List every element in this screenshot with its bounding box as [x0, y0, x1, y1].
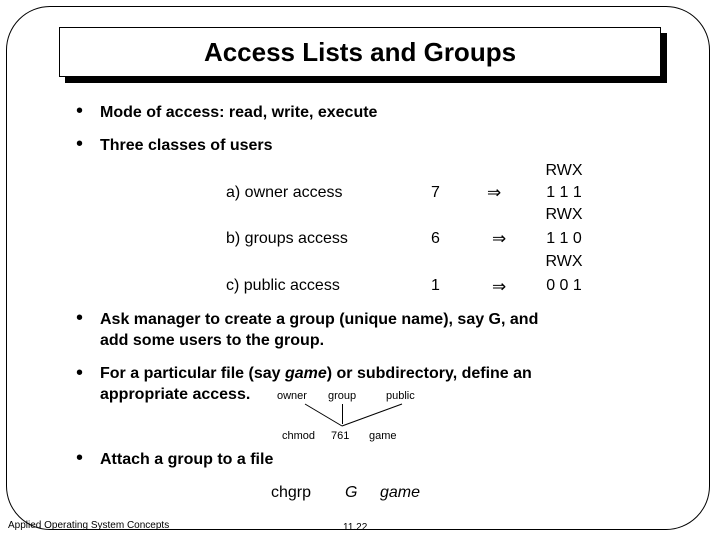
bullet-mode-text: Mode of access: read, write, execute: [100, 104, 378, 121]
chmod-command: chmod: [282, 430, 316, 442]
chgrp-command: chgrp: [271, 484, 312, 501]
rwx-bits-owner: 1 1 1: [546, 184, 582, 201]
bullet-classes-text: Three classes of users: [100, 137, 273, 154]
file-text-emphasis: game: [284, 365, 327, 382]
chmod-owner-label: owner: [277, 390, 307, 402]
bullet-dot: •: [76, 362, 84, 384]
implies-arrow-icon: ⇒: [492, 229, 507, 249]
rwx-header-groups: RWX: [545, 206, 583, 223]
chgrp-group: G: [345, 484, 358, 501]
chmod-file: game: [369, 430, 397, 442]
slide-title: Access Lists and Groups: [203, 36, 517, 67]
bullet-dot: •: [76, 100, 84, 122]
file-text-pre: For a particular file (say: [100, 365, 285, 382]
rwx-header-public: RWX: [545, 253, 583, 270]
rwx-bits-public: 0 0 1: [546, 277, 582, 294]
bullet-dot: •: [76, 133, 84, 155]
chmod-leader-lines: [290, 402, 410, 428]
chmod-public-label: public: [386, 390, 415, 402]
bullet-file-line2: appropriate access.: [100, 386, 251, 403]
access-value-public: 1: [431, 277, 440, 294]
access-value-owner: 7: [431, 184, 440, 201]
rwx-bits-groups: 1 1 0: [546, 230, 582, 247]
bullet-file-line1: [100, 365, 532, 383]
chmod-group-label: group: [328, 390, 357, 402]
bullet-ask-line2: add some users to the group.: [100, 332, 325, 349]
access-label-owner: a) owner access: [226, 184, 343, 201]
chgrp-file: game: [380, 484, 421, 501]
footer-course-title: Applied Operating System Concepts: [8, 520, 170, 531]
bullet-dot: •: [76, 307, 84, 329]
rwx-header-owner: RWX: [545, 162, 583, 179]
access-value-groups: 6: [431, 230, 440, 247]
file-text-post: ) or subdirectory, define an: [326, 365, 532, 382]
implies-arrow-icon: ⇒: [492, 277, 507, 297]
access-label-groups: b) groups access: [226, 230, 348, 247]
bullet-ask-line1: Ask manager to create a group (unique name), say G, and: [100, 311, 539, 328]
bullet-attach-text: Attach a group to a file: [100, 451, 274, 468]
title-box: [59, 27, 661, 77]
footer-slide-number: 11.22: [343, 522, 368, 533]
bullet-dot: •: [76, 447, 84, 469]
chmod-number: 761: [331, 430, 350, 442]
implies-arrow-icon: ⇒: [487, 183, 502, 203]
access-label-public: c) public access: [226, 277, 340, 294]
